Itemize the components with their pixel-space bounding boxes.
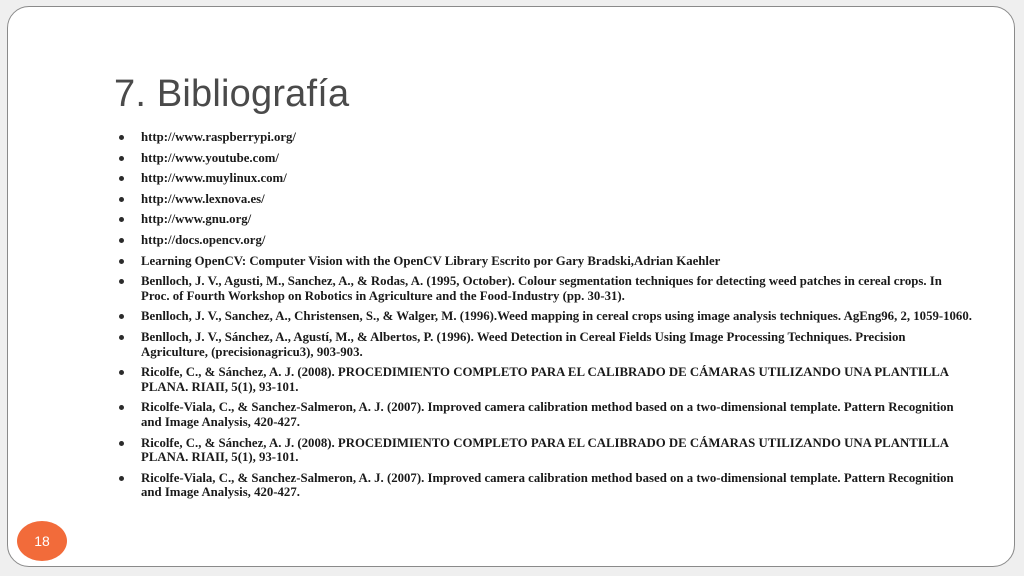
reference-item (113, 212, 973, 227)
reference-item (113, 130, 973, 145)
bullet-icon (119, 259, 124, 264)
reference-item (113, 151, 973, 166)
slide (7, 6, 1015, 567)
reference-text: Ricolfe-Viala, C., & Sanchez-Salmeron, A. J. (2007). Improved camera calibration method based on a two-dimensional template. Pattern Recognition and Image Analysis, 420-427. (141, 470, 954, 500)
reference-item (113, 436, 973, 465)
slide-title: 7. Bibliografía (114, 73, 350, 115)
bullet-icon (119, 135, 124, 140)
reference-text: http://www.gnu.org/ (141, 212, 252, 227)
bullet-icon (119, 405, 124, 410)
bullet-icon (119, 176, 124, 181)
reference-item (113, 171, 973, 186)
reference-text: http://www.muylinux.com/ (141, 171, 287, 186)
reference-item (113, 400, 973, 429)
reference-item (113, 254, 973, 269)
bullet-icon (119, 335, 124, 340)
page-number-badge: 18 (17, 521, 67, 561)
reference-text: http://www.lexnova.es/ (141, 191, 265, 206)
reference-text: Benlloch, J. V., Sanchez, A., Christensen, S., & Walger, M. (1996).Weed mapping in cereal crops using image analysis techniques. AgEng96, 2, 1059-1060. (141, 309, 972, 324)
reference-text: http://www.youtube.com/ (141, 150, 279, 165)
reference-item (113, 192, 973, 207)
reference-text: http://docs.opencv.org/ (141, 232, 266, 247)
reference-text: http://www.raspberrypi.org/ (141, 130, 296, 144)
bullet-icon (119, 217, 124, 222)
bullet-icon (119, 238, 124, 243)
reference-item (113, 365, 973, 394)
reference-item (113, 233, 973, 248)
reference-item (113, 330, 973, 359)
reference-text: Ricolfe-Viala, C., & Sanchez-Salmeron, A. J. (2007). Improved camera calibration method based on a two-dimensional template. Pattern Recognition and Image Analysis, 420-427. (141, 400, 954, 429)
reference-text: Ricolfe, C., & Sánchez, A. J. (2008). PROCEDIMIENTO COMPLETO PARA EL CALIBRADO DE CÁMARAS UTILIZANDO UNA PLANTILLA PLANA. RIAII, 5(1), 93-101. (141, 435, 949, 465)
bullet-icon (119, 156, 124, 161)
reference-text: Ricolfe, C., & Sánchez, A. J. (2008). PROCEDIMIENTO COMPLETO PARA EL CALIBRADO DE CÁMARAS UTILIZANDO UNA PLANTILLA PLANA. RIAII, 5(1), 93-101. (141, 365, 949, 394)
bullet-icon (119, 314, 124, 319)
reference-item (113, 274, 973, 303)
reference-item (113, 309, 973, 324)
bullet-icon (119, 476, 124, 481)
reference-text: Learning OpenCV: Computer Vision with the OpenCV Library Escrito por Gary Bradski,Adrian Kaehler (141, 253, 721, 268)
reference-list (113, 130, 973, 506)
reference-item (113, 471, 973, 500)
bullet-icon (119, 279, 124, 284)
reference-text: Benlloch, J. V., Sánchez, A., Agustí, M., & Albertos, P. (1996). Weed Detection in Cereal Fields Using Image Processing Techniques. Precision Agriculture, (precisionagricu3), 903-903. (141, 329, 906, 359)
bullet-icon (119, 197, 124, 202)
bullet-icon (119, 370, 124, 375)
reference-text: Benlloch, J. V., Agusti, M., Sanchez, A., & Rodas, A. (1995, October). Colour segmentation techniques for detecting weed patches in cereal crops. In Proc. of Fourth Workshop on Robotics in Agriculture and the Food-Industry (pp. 30-31). (141, 274, 942, 303)
bullet-icon (119, 441, 124, 446)
